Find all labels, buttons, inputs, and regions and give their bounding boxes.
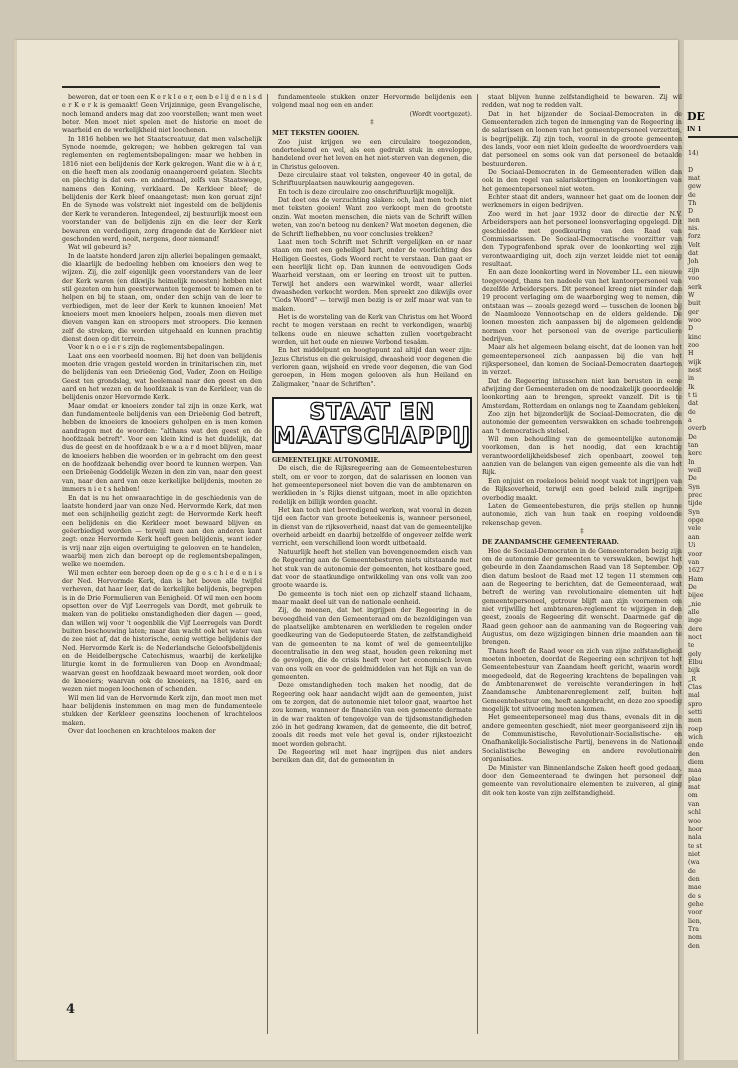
adjacent-page-line: om <box>688 792 698 800</box>
adjacent-page-line: de <box>688 408 696 416</box>
adjacent-page-line: mal <box>688 692 700 700</box>
article-zaandamsche-gemeenteraad <box>482 548 682 798</box>
section-banner <box>272 397 472 453</box>
adjacent-page-line: plae <box>688 775 702 783</box>
adjacent-page-line: in <box>688 375 695 383</box>
adjacent-page-line: bijee <box>688 592 704 600</box>
newspaper-page <box>14 40 682 1060</box>
adjacent-page-line: schl <box>688 809 701 817</box>
paragraph: Wil men behoudling van de gemeentelijke autonomie voorkomen, dan is het noodig, dat een krachtig verantwoordelijkheidsbesef zich openbaart, zoowel ten aanzien van de belangen van eigen gemeente als die van het Rijk. <box>482 436 682 477</box>
adjacent-page-line: dat <box>688 400 699 408</box>
paragraph: Wil men echter een beroep doen op de g e s c h i e d e n i s der Ned. Hervormde Kerk, dan is het boven alle twijfel verheven, dat haar leer, dat de kerkelijke belijdenis, begrepen is in de Drie Formulieren van Eenigheid. Of wil men een boom opsetten over de Vijf Leerregels van Dordt, met gebruik te maken van de politieke omstandigheden dier dagen — goed, dan willen wij voor 't oogenblik die Vijf Leerregels van Dordt buiten beschouwing laten; maar dan wacht ook het water van de zee niet af, dat de historische, eenig wettige belijdenis der Ned. Hervormde Kerk is: de Nederlandsche Geloofsbelijdenis en de Heidelbergsche Catechismus, waarbij de kerkelijke liturgie komt in de formulieren van Doop en Avondmaal; waarvan geest en hoofdzaak bewaard moet worden, ook door de knoeiers; waarvan ook de knoeiers, na 1816, aard en wezen niet mogen loochenen of schenden. <box>62 569 262 694</box>
adjacent-page-line: gew <box>688 183 702 191</box>
banner-line-2: MAATSCHAPPIJ <box>273 424 471 450</box>
paragraph: De Sociaal-Democraten in de Gemeenteraden willen dan ook in den regel van salariskortingen en loonkortingen van het gemeentepersoneel niet weten. <box>482 169 682 193</box>
adjacent-page-line: Velt <box>688 241 701 249</box>
paragraph: Het is de worsteling van de Kerk van Christus om het Woord recht te mogen verstaan en recht te verkondigen, waarbij telkens oude en nieuwe schatten zullen voortgebracht worden, uit het oude en nieuwe Verbond tesaâm. <box>272 313 472 346</box>
adjacent-page-rule <box>688 136 738 138</box>
paragraph: Laten de Gemeentebesturen, die prijs stellen op hunne autonomie, zich van hun taak en roeping voldoende rekenschap geven. <box>482 502 682 527</box>
adjacent-page-line <box>688 158 738 166</box>
paragraph: Zoo juist krijgen we een circulaire toegezonden, onderteekend en wel, als een gedrukt stuk in enveloppe, handelend over het leven en het niet-sterven van degenen, die in Christus gelooven. <box>272 138 472 171</box>
adjacent-page-line: Syn <box>688 508 700 516</box>
paragraph: Dat de Regeering intusschen niet kan berusten in eene afwijzing der Gemeenteraden om de noodzakelijk geoordeelde loonkorting aan te brengen, spreekt vanzelf. Dit is te Amsterdam, Rotterdam en onlangs nog te Zaandam gebleken. <box>482 377 682 410</box>
paragraph: Zij, de meenen, dat het ingrijpen der Regeering in de bevoegdheid van den Gemeenteraad om de bezoldigingen van de plaatselijke ambtenaren en werklieden te regelen onder goedkeuring van de Gedeputeerde Staten, de zelfstandigheid van de gemeenten te na komt of wel de gemeentelijke decentralisatie in den weg staat, houden geen rekening met de gevolgen, die de crisis heeft voor het economisch leven van ons volk en voor de geldmiddelen van het Rijk en van de gemeenten. <box>272 607 472 681</box>
adjacent-page-line: Elbu <box>688 658 703 666</box>
adjacent-page-line: niet <box>688 850 701 858</box>
adjacent-page-line: tijde <box>688 500 703 508</box>
adjacent-page-line: W <box>688 291 695 299</box>
adjacent-page-line: „nie <box>688 600 702 608</box>
column-2-intro: fundamenteele stukken onzer Hervormde belijdenis een volgend maal nog een en ander. <box>272 94 472 110</box>
column-3 <box>482 94 682 798</box>
adjacent-page-line: van <box>688 800 700 808</box>
paragraph: De eisch, die de Rijksregeering aan de Gemeentebesturen stelt, om er voor te zorgen, dat de salarissen en loonen van het gemeentepersoneel niet boven die van de ambtenaren en werklieden in 's Rijks dienst uitgaan, moet in alle opzichten redelijk en billijk worden geacht. <box>272 465 472 506</box>
top-rule <box>62 86 660 88</box>
adjacent-page-line: a <box>688 417 692 424</box>
paragraph: Deze omstandigheden toch maken het noodig, dat de Regeering ook haar aandacht wijdt aan de gemeenten, juist om te zorgen, dat de autonomie niet teloor gaat, waartoe het zou komen, wanneer de financiën van een gemeente dermate in de war raakten of tengevolge van de tijdsomstandigheden zóó in het gedrang kwamen, dat de gemeente, die dit betrof, zooals dit reeds met vele het geval is, onder rijkstoezicht moet worden gebracht. <box>272 682 472 748</box>
adjacent-page-line: lien, <box>688 917 702 925</box>
paragraph: Natuurlijk heeft het stellen van bovengenoemden eisch van de Regeering aan de Gemeentebesturen niets uitstaande met het stuk van de autonomie der gemeenten, het kostbare goed, dat voor de staatkundige ontwikkeling van ons volk van zoo groote waarde is. <box>272 548 472 590</box>
adjacent-page-line: D <box>688 325 694 333</box>
paragraph: Maar als het algemeen belang eischt, dat de loonen van het gemeentepersoneel zich aanpassen bij die van het rijkspersoneel, dan komen de Sociaal-Democraten daartegen in verzet. <box>482 344 682 377</box>
heading-gemeentelijke-autonomie: GEMEENTELIJKE AUTONOMIE. <box>272 457 381 465</box>
adjacent-page-line: te <box>688 642 695 650</box>
paragraph: In de laatste honderd jaren zijn allerlei bepalingen gemaakt, die klaarlijk de bedoeling hebben om knoeiers den weg te wijzen. Zij, die zelf eigenlijk geen voorstanders van de leer der Kerk waren (en dikwijls heimelijk moesten) hebben niet stil gezeten om hun geestverwanten tegemoet te komen en te helpen en bij te staan, om, onder den schijn van de leer te verbiedigen, met de leer der Kerk te kunnen knoeien! Met knoeiers moet men knoeiers helpen, zooals men dieven met dieven vangen kan en stroopers met stroopers. Die kennen zelf de streken, die worden uitgehaald en kunnen prachtig dienst doen op dit terrein. <box>62 252 262 343</box>
paragraph: Laat ons een voorbeeld noemen. Bij het doen van belijdenis moeten drie vragen gesteld worden in trinitarischen zin, met de belijdenis van een Drieëenig God, Vader, Zoon en Heilige Geest ten grondslag, wat heelemaal naar den geest en den aard en het wezen en de hoofdzaak is van de Kerkleer, van de belijdenis onzer Hervormde Kerk. <box>62 352 262 402</box>
adjacent-page-line: Clas <box>688 684 702 691</box>
adjacent-page-subheader: IN 1 <box>687 126 702 133</box>
adjacent-page-line: t ti <box>688 391 698 399</box>
adjacent-page-line: D <box>688 166 694 174</box>
paragraph: En toch is deze circulaire zoo onschriftuurlijk mogelijk. <box>278 188 455 196</box>
paragraph: Hoe de Sociaal-Democraten in de Gemeenteraden bezig zijn om de autonomie der gemeenten te verswakken, bewijst het gebeurde in den Zaandamschen Raad van 18 September. Op dien datum besloot de Raad met 12 tegen 11 stemmen om aan de Regeering te berichten, dat de Gemeenteraad, wat betreft de wering van revolutionaire elementen uit het gemeentepersoneel, getrouw blijft aan zijn voornemen om niet vrijwillig het ambtenaren-reglement te wijzigen in den geest, zooals de Regeering dit wenscht. Daarmede gaf de Raad geen gehoor aan de aanmaning van de Regeering van Augustus, om deze wijzigingen binnen drie maanden aan te brengen. <box>482 547 682 647</box>
adjacent-page-line: woo <box>688 817 701 825</box>
adjacent-page-line: „R <box>688 675 697 683</box>
adjacent-page-line: nis. <box>688 225 700 233</box>
adjacent-page-line: voo <box>688 275 700 283</box>
adjacent-page-line: vele <box>688 525 702 533</box>
adjacent-page-line: mae <box>688 884 702 892</box>
adjacent-page-line: den <box>688 750 700 758</box>
paragraph: Dat doet ons de verzuchting slaken: och, laat men toch niet met teksten gooien! Want zoo verkoopt men de grootste onzin. Wat moeten menschen, die niets van de Schrift willen weten, van zoo'n betoog nu denken? Wat moeten degenen, die de Schrift liefhebben, nu voor conclusies trekken? <box>272 197 472 238</box>
adjacent-page-line: prec <box>688 492 703 500</box>
adjacent-page-header: DE <box>687 110 705 123</box>
adjacent-page-line: voor <box>688 909 703 917</box>
adjacent-page-line: dat <box>688 250 699 258</box>
adjacent-page-line: buit <box>688 300 701 308</box>
adjacent-page-line: noct <box>688 633 702 641</box>
paragraph: Thans heeft de Raad weer en zich van zijne zelfstandigheid moeten inboeten, doordat de Regeering een schrijven tot het Gemeentebestuur van Zaandam heeft gericht, waarin wordt meegedeeld, dat de Regeering krachtens de bepalingen van de Ambtenarenwet de vereischte veranderingen in het Zaandamsche Ambtenarenreglement zelf, buiten het Gemeentebestuur om, heeft aangebracht, en deze zoo spoedig mogelijk tot uitvoering moeten komen. <box>482 647 682 714</box>
adjacent-page-line: zijn <box>688 266 700 274</box>
adjacent-page-line: Joh <box>688 258 699 266</box>
adjacent-page-line: inge <box>688 617 702 625</box>
adjacent-page-line: Th <box>688 200 697 208</box>
adjacent-page-line: well <box>688 467 702 475</box>
adjacent-page-line: gely <box>688 650 702 658</box>
paragraph: Zoo zijn het bijzonderlijk de Sociaal-Democraten, die de autonomie der gemeenten verswakken en schade toebrengen aan 't democratisch stelsel. <box>482 411 682 435</box>
paragraph: Een onjuist en roekeloos beleid noopt vaak tot ingrijpen van de Rijksoverheid, terwijl een goed beleid zulk ingrijpen overbodig maakt. <box>482 477 682 502</box>
adjacent-page-line: alle <box>688 608 700 616</box>
adjacent-page-line: woo <box>688 316 701 324</box>
paragraph: In 1816 hebben we het Staatscreatuur, dat men valschelijk Synode noemde, gekregen; we hebben gekregen tal van reglementen en reglementsbepalingen: maar we hebben in 1816 niet een belijdenis der Kerk gekregen. Want die w à á r, en die heeft men als zoodanig onaangeroerd gelaten. Slechts en plechtig is dat een- en andermaal, zelfs van Staatswege, namens den Koning, verklaard. De Kerkleer bleef; de belijdenis der Kerk bleef onaangetast: men kon geruat zijn! En de Synode was volstrekt niet ingesteld om de belijdenis der Kerk te veranderen. Integendeel, zij bestuurlijk moest een voorstander van de belijdenis zijn en die leer der Kerk bewaren en verdedigen, zorg dragende dat de Kerkleer niet geschonden werd, nooit, nergens, door niemand! <box>62 135 262 243</box>
adjacent-page-line: In <box>688 458 695 466</box>
adjacent-page-line: mat <box>688 784 701 792</box>
adjacent-page-line: forz <box>688 233 701 241</box>
paragraph: Voor k n o e i e r s zijn de reglementsbepalingen. <box>68 344 225 352</box>
paragraph: Echter staat dit anders, wanneer het gaat om de loonen der werknemers in eigen bedrijven. <box>482 194 682 210</box>
column-separator <box>267 94 268 1034</box>
adjacent-page-line: den <box>688 942 700 950</box>
adjacent-page-line: Tra <box>688 925 699 933</box>
banner-line-1: STAAT EN <box>309 400 435 426</box>
adjacent-page-line: De <box>688 475 697 483</box>
column-separator <box>477 94 478 1034</box>
adjacent-page-line: Ui <box>688 542 696 550</box>
adjacent-page-line: de <box>688 191 696 199</box>
adjacent-page-line: van <box>688 558 700 566</box>
adjacent-page-line: men <box>688 717 702 725</box>
paragraph: Wat wil gebeurd is? <box>68 244 131 252</box>
adjacent-page-line: H <box>688 350 694 358</box>
column-2 <box>272 94 472 766</box>
adjacent-page-line: setti <box>688 709 703 717</box>
separator-star: ‡ <box>370 119 374 127</box>
adjacent-page-line: Ham <box>688 575 704 583</box>
adjacent-page-text <box>688 150 738 951</box>
adjacent-page-line: tan <box>688 442 699 450</box>
adjacent-page-line: voor <box>688 550 703 558</box>
adjacent-page-line: (wa <box>688 859 700 867</box>
adjacent-page-line: overb <box>688 425 707 433</box>
adjacent-page-line: De <box>688 583 697 591</box>
paragraph: En aan deze loonkorting werd in November LL. een nieuwe toegevoegd, thans ten nadeele van het kantoorpersoneel van dezelfde Arbeiderspers. Dit personeel kreeg niet minder dan 19 procent verlaging om de waarborging weg te nemen, die ontstaan was — zooals gezegd werd — tusschen de loonen bij de Naamlooze Vennootschap en de elders geldende. De loonen moesten zich aanpassen bij de algemeen geldende normen voor het personeel van de overige particuliere bedrijven. <box>482 269 682 343</box>
adjacent-page-line: wijk <box>688 358 702 366</box>
article-gemeentelijke-autonomie <box>272 465 472 765</box>
adjacent-page-line: serk <box>688 283 702 291</box>
paragraph: Maar omdat er knoeiers zonder tal zijn in onze Kerk, wat dan fundamenteele belijdenis van een Drieëenig God betreft, hebben de knoeiers de knoeiers geholpen en is men komen aandragen met de woorden: "althans wat den geest en de hoofdzaak betreft". Voor een klein kind is het duidelijk, dat dus de geest en de hoofdzaak b e w a a r d moet blijven, maar de knoeiers hebben die woorden er in gebracht om den geest en de hoofdzaak behendig over boord te kunnen werpen. Van een Drieëenig Goddelijk Wezen in den zin van, naar den geest van, naar den aard van onze kerkelijke belijdenis, moeten ze immers n i e t s hebben! <box>62 402 262 494</box>
paragraph: Deze circulaire staat vol teksten, ongeveer 40 in getal, de Schriftuurplaatsen nauwkeurig aangegeven. <box>272 172 472 188</box>
paragraph: beweren, dat er toen een K e r k l e e r, een b e l ij d e n i s d e r K e r k is gemaakt! Geen Vrijzinnige, geen Evangelische, noch lemand anders mag dat zoo voorstellen; want men weet beter. Men moet niet spelen met de historie en moet de waarheid en de werkelijkheid niet loochenen. <box>62 94 262 135</box>
paragraph: Wil men lid van de Hervormde Kerk zijn, dan moet men met haar belijdenis instemmen en mag men de fundamenteele stukken der Kerkleer geenszins loochenen of krachteloos maken. <box>62 694 262 727</box>
adjacent-page-line: 1627 <box>688 567 705 575</box>
adjacent-page-line: bijk <box>688 667 700 675</box>
adjacent-page-line: nala <box>688 834 702 842</box>
continued-note: (Wordt voortgezet). <box>409 110 472 118</box>
paragraph: En dat is nu het onwaarachtige in de geschiedenis van de laatste honderd jaar van onze Ned. Hervormde Kerk, dat men met een schijnheilig gezicht zegt: de Hervormde Kerk heeft een belijdenis en die Kerkleer moet bewaard blijven en geëerbiedigd worden — terwijl men aan den anderen kant zegt: onze Hervormde Kerk heeft geen belijdenis, want ieder is vrij naar zijn eigen overtuiging te gelooven en te handelen, waarbij men zich dan beroept op de reglementsbepalingen, welke we noemden. <box>62 494 262 569</box>
paragraph: Het kan toch niet bevredigend werken, wat vooral in dezen tijd een factor van groote beteekenis is, wanneer personeel, in dienst van de rijksoverheid, naast dat van de gemeentelijke overheid arbeidt en daarbij betzelfde of ongeveer zelfde werk verricht, een verschillend loon wordt uitbetaald. <box>272 507 472 548</box>
adjacent-page-line: kinc <box>688 333 702 341</box>
adjacent-page-line: wich <box>688 734 703 742</box>
paragraph: Dat in het bijzonder de Sociaal-Democraten in de Gemeenteraden zich tegen de inmenging van de Regeering in de salarissen en loonen van het gemeentepersoneel verzetten, is begrijpelijk. Zij zijn toch, vooral in de groote gemeenten des lands, voor een niet klein gedeelte de woordvoerders van dat personeel en soms ook van dat personeel de betaalde bestuurderen. <box>482 110 682 168</box>
adjacent-page-line: Ik <box>688 383 695 391</box>
adjacent-page-line: de s <box>688 892 701 900</box>
adjacent-page-line: nest <box>688 366 702 374</box>
column-1 <box>62 94 262 736</box>
adjacent-page-line: dere <box>688 625 703 633</box>
adjacent-page-line: diem <box>688 759 704 767</box>
adjacent-page-line: den <box>688 875 700 883</box>
adjacent-page-line: hoor <box>688 825 703 833</box>
adjacent-page-line: gehe <box>688 900 704 908</box>
article-met-teksten-gooien <box>272 139 472 389</box>
paragraph: En het middelpunt en hoogtepunt zal altijd dan weer zijn: Jezus Christus en die gekruisigd, dwaasheid voor degenen die verloren gaan, wijsheid en vrede voor degenen, die van God geroepen, in Hem mogen gelooven als hun Heiland en Zaligmaker, "naar de Schriften". <box>272 347 472 388</box>
adjacent-page-line: nom <box>688 934 702 942</box>
adjacent-page-line: opge <box>688 517 704 525</box>
adjacent-page-edge <box>684 40 738 1060</box>
paragraph: staat blijven hunne zelfstandigheid te bewaren. Zij wil redden, wat nog te redden valt. <box>482 94 682 110</box>
separator-star: ‡ <box>580 527 584 535</box>
adjacent-page-line: de <box>688 867 696 875</box>
heading-zaandamsche-gemeenteraad: DE ZAANDAMSCHE GEMEENTERAAD. <box>482 539 619 547</box>
paragraph: Over dat loochenen en krachteloos maken der <box>68 728 216 736</box>
adjacent-page-line: D <box>688 208 694 216</box>
page-number: 4 <box>66 1002 76 1017</box>
adjacent-page-line: te st <box>688 842 703 850</box>
page-gutter <box>14 40 17 1060</box>
paragraph: Zoo werd in het jaar 1932 door de directie der N.V. Arbeiderspers aan het personeel loonsverlaging opgelegd. Dit geschiedde met goedkeuring van den Raad van Commissarissen. De Sociaal-Democratische voorzitter van den Typografenbond sprak over de loonkorting wel zijn verontwaardiging uit, doch zijn verzet leidde niet tot eenig resultaat. <box>482 210 682 268</box>
adjacent-page-line: roep <box>688 725 703 733</box>
adjacent-page-line: De <box>688 433 697 441</box>
adjacent-page-line: zoo <box>688 341 699 349</box>
adjacent-page-line: spro <box>688 700 703 708</box>
paragraph: De Minister van Binnenlandsche Zaken heeft goed gedaan, door den Gemeenteraad te dwingen het personeel der gemeente van revolutionaire elementen te zuiveren, al ging dit ook ten koste van zijn zelfstandigheid. <box>482 764 682 797</box>
paragraph: Laat men toch Schrift met Schrift vergelijken en er naar staan om met een geheiligd hart, onder de voorlichting des Heiligen Geestes, Gods Woord recht te verstaan. Dan gaat er een heerlijk licht op. Dan kunnen de eenvoudigen Gods Waarheid verstaan, om er leering en troost uit te putten. Terwijl het anders een warwinkel wordt, waar allerlei dwaasheden verkocht worden. Men spreekt zoo dikwijls over "Gods Woord" — terwijl men bezig is er zelf maar wat van te maken. <box>272 238 472 313</box>
adjacent-page-line: aan <box>688 533 700 541</box>
adjacent-page-line: 14) <box>688 150 699 157</box>
article-continued <box>482 94 682 528</box>
adjacent-page-line: ger <box>688 308 699 316</box>
adjacent-page-line: mat <box>688 175 701 183</box>
adjacent-page-line: maa <box>688 767 702 775</box>
paragraph: Het gemeentepersoneel mag dus thans, evenals dit in de andere gemeenten geschiedt, niet meer georganiseerd zijn in de Communistische, Revolutionair-Socialistische- en Onafhankelijk-Socialistische Partij, benevens in de Nationaal Socialistische Beweging en andere revolutionaire organisaties. <box>482 714 682 764</box>
paragraph: De Regeering wil met haar ingrijpen dus niet anders bereiken dan dit, dat de gemeenten in <box>272 749 472 765</box>
paragraph: De gemeente is toch niet een op zichzelf staand lichaam, maar maakt deel uit van de nationale eenheid. <box>272 590 472 606</box>
heading-met-teksten-gooien: MET TEKSTEN GOOIEN. <box>272 130 360 138</box>
adjacent-page-line: nen <box>688 216 700 224</box>
adjacent-page-line: kerc <box>688 450 703 458</box>
adjacent-page-line: Syn <box>688 483 700 491</box>
adjacent-page-line: ende <box>688 742 704 750</box>
